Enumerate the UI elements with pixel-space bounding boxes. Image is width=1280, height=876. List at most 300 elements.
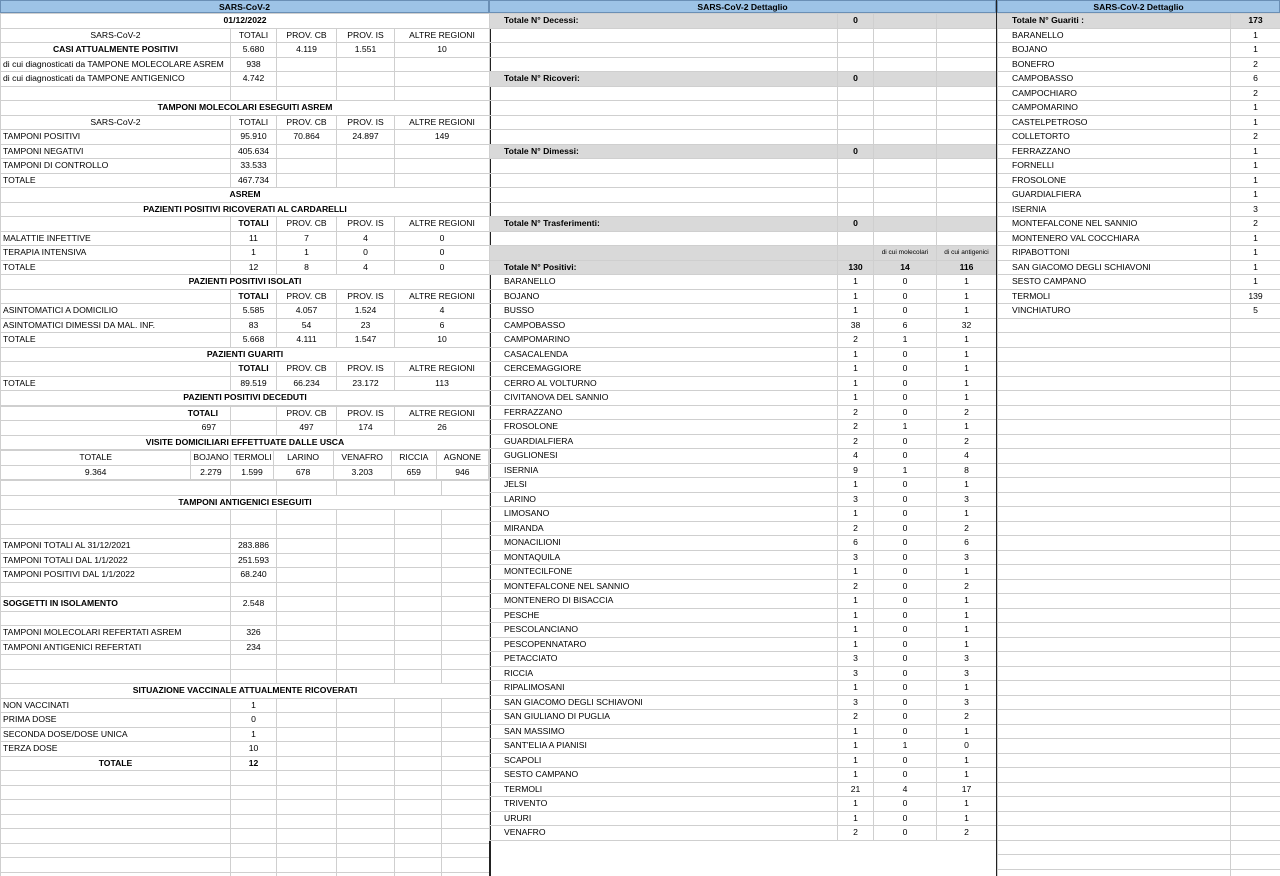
cell: 1 <box>838 347 874 362</box>
table-row <box>998 86 1280 101</box>
row-label: CASTELPETROSO <box>998 115 1231 130</box>
row-label: BOJANO <box>490 289 838 304</box>
col-header: LARINO <box>273 451 333 466</box>
table-row <box>490 565 997 580</box>
cell: 0 <box>874 608 937 623</box>
cell: 0 <box>395 260 490 275</box>
section-title: ASREM <box>1 188 490 203</box>
row-label: TERMOLI <box>490 782 838 797</box>
table-row <box>998 188 1280 203</box>
cell: 1 <box>937 681 997 696</box>
cell: 1 <box>1231 28 1280 43</box>
table-row <box>490 681 997 696</box>
cell: 1.524 <box>337 304 395 319</box>
row-label: CAMPOMARINO <box>998 101 1231 116</box>
cell: 1 <box>838 289 874 304</box>
table-row <box>490 826 997 841</box>
cell: 1 <box>937 811 997 826</box>
cell: 0 <box>874 405 937 420</box>
row-label: MALATTIE INFETTIVE <box>1 231 231 246</box>
panel-header: SARS-CoV-2 Dettaglio <box>489 0 996 13</box>
cell: 1 <box>937 768 997 783</box>
row-label: TERZA DOSE <box>1 742 231 757</box>
row-label: TOTALE <box>1 173 231 188</box>
cell: 251.593 <box>231 553 277 568</box>
row-label: CAMPOBASSO <box>490 318 838 333</box>
row-label: CASACALENDA <box>490 347 838 362</box>
cell: 1 <box>1231 260 1280 275</box>
table-row <box>490 652 997 667</box>
cell: 23.172 <box>337 376 395 391</box>
cell: 1 <box>937 637 997 652</box>
cell: 8 <box>937 463 997 478</box>
cell: 1 <box>231 698 277 713</box>
row-label: ISERNIA <box>998 202 1231 217</box>
cell: 0 <box>395 246 490 261</box>
cell: 1 <box>838 362 874 377</box>
cell: 1 <box>838 565 874 580</box>
table-row <box>490 318 997 333</box>
cell: 1 <box>937 376 997 391</box>
row-label: TOTALE <box>1 333 231 348</box>
row-label: FERRAZZANO <box>998 144 1231 159</box>
cell: 4 <box>337 231 395 246</box>
cell: 1 <box>838 797 874 812</box>
cell: 1 <box>937 478 997 493</box>
cell: 659 <box>391 465 436 480</box>
row-label: ASINTOMATICI DIMESSI DA MAL. INF. <box>1 318 231 333</box>
cell: 7 <box>277 231 337 246</box>
col-header: SARS-CoV-2 <box>1 28 231 43</box>
cell: 497 <box>277 421 337 436</box>
table-row <box>490 420 997 435</box>
row-label: BOJANO <box>998 43 1231 58</box>
cell: 4 <box>937 449 997 464</box>
cell: 946 <box>436 465 488 480</box>
col-header: BOJANO <box>191 451 231 466</box>
cell: 95.910 <box>231 130 277 145</box>
cell: 6 <box>1231 72 1280 87</box>
cell: 130 <box>838 260 874 275</box>
cell: 1 <box>1231 275 1280 290</box>
row-label: MONTECILFONE <box>490 565 838 580</box>
col-header: ALTRE REGIONI <box>395 28 490 43</box>
cell: 89.519 <box>231 376 277 391</box>
cell: 1 <box>937 333 997 348</box>
table-row <box>490 478 997 493</box>
cell: 2 <box>937 521 997 536</box>
cell: 14 <box>874 260 937 275</box>
cell: 0 <box>874 289 937 304</box>
table-row <box>998 202 1280 217</box>
col-header: TOTALI <box>231 289 277 304</box>
row-label: GUARDIALFIERA <box>998 188 1231 203</box>
cell: 0 <box>874 594 937 609</box>
row-label: Totale N° Ricoveri: <box>490 72 838 87</box>
cell: 1 <box>838 637 874 652</box>
cell: 0 <box>874 304 937 319</box>
table-row <box>490 289 997 304</box>
cell: 678 <box>273 465 333 480</box>
cell: 4 <box>838 449 874 464</box>
cell: 1 <box>937 347 997 362</box>
cell: 113 <box>395 376 490 391</box>
table-row <box>490 623 997 638</box>
cell: 9.364 <box>1 465 191 480</box>
row-label: RIPALIMOSANI <box>490 681 838 696</box>
row-label: TRIVENTO <box>490 797 838 812</box>
cell: 2 <box>937 826 997 841</box>
cell: 2.548 <box>231 597 277 612</box>
table-row <box>998 289 1280 304</box>
cell: 1 <box>838 724 874 739</box>
cell: 1 <box>1231 231 1280 246</box>
row-label: LIMOSANO <box>490 507 838 522</box>
cell: 1 <box>874 333 937 348</box>
cell: 0 <box>874 724 937 739</box>
cell: 2 <box>838 405 874 420</box>
table-row <box>490 594 997 609</box>
table-row <box>998 231 1280 246</box>
cell: 0 <box>874 826 937 841</box>
col-header: ALTRE REGIONI <box>395 115 490 130</box>
table-row <box>490 550 997 565</box>
row-label: NON VACCINATI <box>1 698 231 713</box>
cell: 1 <box>1231 188 1280 203</box>
table-row <box>490 492 997 507</box>
row-label: MIRANDA <box>490 521 838 536</box>
cell: 0 <box>874 565 937 580</box>
cell: 0 <box>874 376 937 391</box>
cell: 1 <box>937 594 997 609</box>
cell: 0 <box>838 72 874 87</box>
col-header: TOTALI <box>231 28 277 43</box>
cell: 2 <box>937 434 997 449</box>
cell: 2 <box>1231 86 1280 101</box>
cell: 3 <box>838 652 874 667</box>
table-row <box>998 144 1280 159</box>
cell: 1 <box>874 463 937 478</box>
table-row <box>490 608 997 623</box>
section-title: PAZIENTI POSITIVI ISOLATI <box>1 275 490 290</box>
row-label: MONTENERO DI BISACCIA <box>490 594 838 609</box>
cell: 6 <box>838 536 874 551</box>
col-header: PROV. IS <box>337 406 395 421</box>
row-label: BUSSO <box>490 304 838 319</box>
col-header: ALTRE REGIONI <box>395 217 490 232</box>
table-row <box>490 521 997 536</box>
table-row <box>490 362 997 377</box>
cell: 0 <box>874 434 937 449</box>
row-label: VENAFRO <box>490 826 838 841</box>
cell: 1 <box>1231 101 1280 116</box>
cell: 32 <box>937 318 997 333</box>
cell: 21 <box>838 782 874 797</box>
cell: 1 <box>937 565 997 580</box>
table-row <box>490 666 997 681</box>
cell: 1 <box>937 724 997 739</box>
cell: 1 <box>838 391 874 406</box>
row-label: TAMPONI DI CONTROLLO <box>1 159 231 174</box>
table-row <box>490 463 997 478</box>
antigenici-table <box>0 480 490 876</box>
cell: 1 <box>838 608 874 623</box>
cell: 3 <box>937 666 997 681</box>
cell: 1 <box>1231 159 1280 174</box>
col-header: AGNONE <box>436 451 488 466</box>
section-title: PAZIENTI POSITIVI DECEDUTI <box>1 391 490 406</box>
table-row <box>998 115 1280 130</box>
row-label: LARINO <box>490 492 838 507</box>
row-label: SAN GIULIANO DI PUGLIA <box>490 710 838 725</box>
cell: 1 <box>937 289 997 304</box>
cell: 0 <box>838 144 874 159</box>
row-label: FROSOLONE <box>490 420 838 435</box>
cell: 0 <box>874 507 937 522</box>
row-label: SANT'ELIA A PIANISI <box>490 739 838 754</box>
cell: 1 <box>1231 246 1280 261</box>
row-label: FERRAZZANO <box>490 405 838 420</box>
cell: 2 <box>1231 130 1280 145</box>
table-row <box>998 101 1280 116</box>
report-date: 01/12/2022 <box>1 14 490 29</box>
table-row <box>490 753 997 768</box>
cell: 2 <box>937 405 997 420</box>
cell: 6 <box>874 318 937 333</box>
cell: 0 <box>874 623 937 638</box>
row-label: TAMPONI NEGATIVI <box>1 144 231 159</box>
cell: 10 <box>395 333 490 348</box>
cell: 1 <box>937 304 997 319</box>
cell: 2 <box>1231 57 1280 72</box>
cell: 2 <box>838 434 874 449</box>
cell: 10 <box>395 43 490 58</box>
table-row <box>998 57 1280 72</box>
table-row <box>998 275 1280 290</box>
row-label: PETACCIATO <box>490 652 838 667</box>
section-title: SITUAZIONE VACCINALE ATTUALMENTE RICOVERATI <box>1 684 490 699</box>
table-row <box>490 347 997 362</box>
row-label: GUARDIALFIERA <box>490 434 838 449</box>
cell: 1 <box>231 727 277 742</box>
cell: 1 <box>838 753 874 768</box>
cell: 0 <box>874 681 937 696</box>
cell: 0 <box>874 797 937 812</box>
section-title: TAMPONI ANTIGENICI ESEGUITI <box>1 495 490 510</box>
row-label: MONTENERO VAL COCCHIARA <box>998 231 1231 246</box>
cell: 1 <box>937 420 997 435</box>
cell: 149 <box>395 130 490 145</box>
col-header: RICCIA <box>391 451 436 466</box>
cell: 0 <box>874 362 937 377</box>
panel-header: SARS-CoV-2 <box>0 0 489 13</box>
col-header: di cui molecolari <box>874 246 937 261</box>
col-header: SARS-CoV-2 <box>1 115 231 130</box>
cell: 0 <box>874 579 937 594</box>
row-label: SESTO CAMPANO <box>490 768 838 783</box>
cell: 3 <box>1231 202 1280 217</box>
row-label: ASINTOMATICI A DOMICILIO <box>1 304 231 319</box>
row-label: SOGGETTI IN ISOLAMENTO <box>1 597 231 612</box>
col-header: ALTRE REGIONI <box>395 362 490 377</box>
cell: 26 <box>395 421 490 436</box>
row-label: RIPABOTTONI <box>998 246 1231 261</box>
cell: 1 <box>937 362 997 377</box>
cell: 0 <box>337 246 395 261</box>
table-row <box>998 304 1280 319</box>
row-label: SAN MASSIMO <box>490 724 838 739</box>
col-header: TOTALE <box>1 451 191 466</box>
table-row <box>998 260 1280 275</box>
guariti-table <box>997 13 1280 876</box>
row-label: MONTEFALCONE NEL SANNIO <box>998 217 1231 232</box>
row-label: PESCHE <box>490 608 838 623</box>
row-label: RICCIA <box>490 666 838 681</box>
cell: 2 <box>838 710 874 725</box>
cell: 1 <box>838 304 874 319</box>
row-label: JELSI <box>490 478 838 493</box>
cell: 173 <box>1231 14 1280 29</box>
cell: 0 <box>874 811 937 826</box>
row-label: TERAPIA INTENSIVA <box>1 246 231 261</box>
cell: 1 <box>937 608 997 623</box>
table-row <box>490 333 997 348</box>
table-row <box>490 710 997 725</box>
cell: 0 <box>874 710 937 725</box>
table-row <box>998 217 1280 232</box>
table-row <box>490 391 997 406</box>
cell: 3 <box>937 652 997 667</box>
col-header: PROV. CB <box>277 362 337 377</box>
table-row <box>490 376 997 391</box>
row-label: MONTEFALCONE NEL SANNIO <box>490 579 838 594</box>
row-label: VINCHIATURO <box>998 304 1231 319</box>
cell: 2.279 <box>191 465 231 480</box>
cell: 0 <box>874 652 937 667</box>
cell: 3 <box>838 666 874 681</box>
col-header: PROV. CB <box>277 28 337 43</box>
table-row <box>490 507 997 522</box>
col-header: TOTALI <box>231 217 277 232</box>
cell: 68.240 <box>231 568 277 583</box>
cell: 5 <box>1231 304 1280 319</box>
table-row <box>998 43 1280 58</box>
cell: 0 <box>838 14 874 29</box>
row-label: COLLETORTO <box>998 130 1231 145</box>
row-label: TAMPONI TOTALI DAL 1/1/2022 <box>1 553 231 568</box>
cell: 234 <box>231 640 277 655</box>
table-row <box>490 275 997 290</box>
col-header: TERMOLI <box>231 451 273 466</box>
cell: 2 <box>937 579 997 594</box>
cell: 4 <box>337 260 395 275</box>
cell: 1 <box>838 275 874 290</box>
cell: 4.111 <box>277 333 337 348</box>
row-label: TAMPONI MOLECOLARI REFERTATI ASREM <box>1 626 231 641</box>
col-header: PROV. CB <box>277 289 337 304</box>
col-header: PROV. CB <box>277 115 337 130</box>
section-title: PAZIENTI POSITIVI RICOVERATI AL CARDARELLI <box>1 202 490 217</box>
cell: 1 <box>937 275 997 290</box>
cell: 3 <box>838 695 874 710</box>
row-label: TAMPONI ANTIGENICI REFERTATI <box>1 640 231 655</box>
col-header: PROV. IS <box>337 217 395 232</box>
row-label: CASI ATTUALMENTE POSITIVI <box>1 43 231 58</box>
cell: 0 <box>874 666 937 681</box>
cell: 1.599 <box>231 465 273 480</box>
row-label: SECONDA DOSE/DOSE UNICA <box>1 727 231 742</box>
row-label: SESTO CAMPANO <box>998 275 1231 290</box>
cell: 54 <box>277 318 337 333</box>
row-label: BONEFRO <box>998 57 1231 72</box>
cell: 1.547 <box>337 333 395 348</box>
cell: 23 <box>337 318 395 333</box>
table-row <box>490 695 997 710</box>
col-header: PROV. IS <box>337 362 395 377</box>
table-row <box>490 449 997 464</box>
cell: 1 <box>937 623 997 638</box>
row-label: di cui diagnosticati da TAMPONE ANTIGENICO <box>1 72 231 87</box>
table-row <box>998 173 1280 188</box>
cell: 2 <box>838 420 874 435</box>
cell: 3.203 <box>333 465 391 480</box>
cell: 0 <box>874 449 937 464</box>
cell: 174 <box>337 421 395 436</box>
col-header: ALTRE REGIONI <box>395 289 490 304</box>
cell: 33.533 <box>231 159 277 174</box>
cell: 1 <box>838 811 874 826</box>
row-label: Totale N° Positivi: <box>490 260 838 275</box>
cell: 1 <box>937 507 997 522</box>
deceduti-table <box>0 406 490 451</box>
cell: 0 <box>395 231 490 246</box>
cell: 938 <box>231 57 277 72</box>
cell: 0 <box>838 217 874 232</box>
row-label: SAN GIACOMO DEGLI SCHIAVONI <box>998 260 1231 275</box>
row-label: TOTALE <box>1 756 231 771</box>
row-label: URURI <box>490 811 838 826</box>
cell: 0 <box>874 275 937 290</box>
row-label: PESCOLANCIANO <box>490 623 838 638</box>
panel-sars-cov-2 <box>0 0 491 876</box>
cell: 4.119 <box>277 43 337 58</box>
cell: 83 <box>231 318 277 333</box>
table-row <box>998 159 1280 174</box>
row-label: GUGLIONESI <box>490 449 838 464</box>
row-label: SCAPOLI <box>490 753 838 768</box>
cell: 1 <box>937 753 997 768</box>
col-header: TOTALI <box>231 115 277 130</box>
cell: 2 <box>838 333 874 348</box>
row-label: SAN GIACOMO DEGLI SCHIAVONI <box>490 695 838 710</box>
cell: 3 <box>838 492 874 507</box>
cell: 0 <box>874 347 937 362</box>
row-label: MONACILIONI <box>490 536 838 551</box>
section-title: TAMPONI MOLECOLARI ESEGUITI ASREM <box>1 101 490 116</box>
cell: 6 <box>395 318 490 333</box>
row-label: di cui diagnosticati da TAMPONE MOLECOLARE ASREM <box>1 57 231 72</box>
cell: 12 <box>231 756 277 771</box>
panel-dettaglio-positivi <box>489 0 998 876</box>
cell: 11 <box>231 231 277 246</box>
table-row <box>998 72 1280 87</box>
cell: 139 <box>1231 289 1280 304</box>
col-header: VENAFRO <box>333 451 391 466</box>
table-row <box>490 739 997 754</box>
cell: 0 <box>874 637 937 652</box>
col-header: PROV. IS <box>337 28 395 43</box>
row-label: TOTALE <box>1 260 231 275</box>
